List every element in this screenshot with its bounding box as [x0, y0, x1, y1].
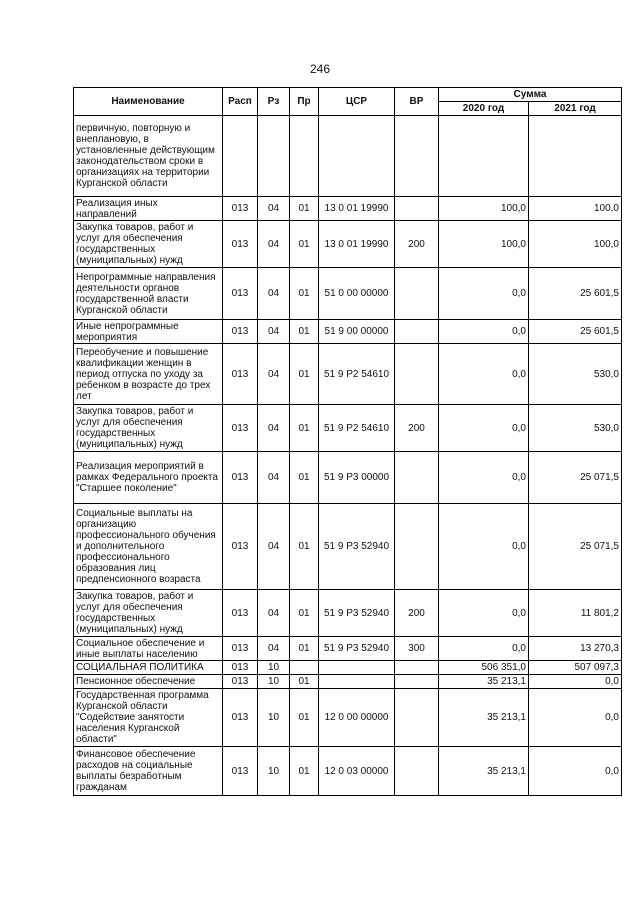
cell-rz: 04: [258, 504, 290, 590]
cell-y2021: 0,0: [529, 675, 622, 689]
cell-y2020: 0,0: [439, 504, 529, 590]
table-row: [74, 197, 622, 221]
table-row: [74, 405, 622, 452]
cell-pr: 01: [290, 221, 319, 268]
cell-rz: 10: [258, 675, 290, 689]
table-row: [74, 452, 622, 504]
cell-rasp: 013: [223, 504, 258, 590]
cell-y2020: 35 213,1: [439, 689, 529, 747]
cell-pr: 01: [290, 344, 319, 405]
cell-name: Закупка товаров, работ и услуг для обеспечения государственных (муниципальных) нужд: [74, 221, 223, 268]
cell-vr: 200: [395, 590, 439, 637]
cell-name: Государственная программа Курганской области "Содействие занятости населения Курганской области": [74, 689, 223, 747]
cell-pr: 01: [290, 405, 319, 452]
cell-rz: 04: [258, 637, 290, 661]
cell-csr: 12 0 00 00000: [319, 689, 395, 747]
cell-csr: 51 9 00 00000: [319, 320, 395, 344]
cell-y2021: 0,0: [529, 689, 622, 747]
cell-rz: 04: [258, 268, 290, 320]
cell-vr: [395, 344, 439, 405]
cell-rasp: 013: [223, 637, 258, 661]
cell-rasp: 013: [223, 405, 258, 452]
table-row: [74, 661, 622, 675]
cell-rasp: 013: [223, 452, 258, 504]
cell-pr: 01: [290, 675, 319, 689]
table-row: [74, 116, 622, 197]
cell-vr: [395, 747, 439, 796]
table-row: [74, 689, 622, 747]
cell-rasp: 013: [223, 197, 258, 221]
cell-rasp: 013: [223, 590, 258, 637]
cell-pr: 01: [290, 689, 319, 747]
cell-csr: 13 0 01 19990: [319, 221, 395, 268]
cell-y2021: 0,0: [529, 747, 622, 796]
header-2020: 2020 год: [439, 102, 529, 116]
cell-y2020: 100,0: [439, 197, 529, 221]
cell-pr: 01: [290, 197, 319, 221]
cell-rasp: 013: [223, 221, 258, 268]
cell-name: Закупка товаров, работ и услуг для обеспечения государственных (муниципальных) нужд: [74, 405, 223, 452]
header-vr: ВР: [395, 88, 439, 116]
cell-pr: 01: [290, 590, 319, 637]
cell-y2021: 25 601,5: [529, 268, 622, 320]
cell-vr: [395, 504, 439, 590]
cell-csr: 51 0 00 00000: [319, 268, 395, 320]
cell-y2021: 100,0: [529, 197, 622, 221]
table-row: [74, 320, 622, 344]
cell-rasp: 013: [223, 675, 258, 689]
cell-rasp: [223, 116, 258, 197]
cell-rz: 04: [258, 344, 290, 405]
table-row: [74, 590, 622, 637]
cell-y2021: 11 801,2: [529, 590, 622, 637]
cell-name: Социальные выплаты на организацию профессионального обучения и дополнительного профессионального образования лиц предпенсионного возраста: [74, 504, 223, 590]
cell-y2021: 530,0: [529, 344, 622, 405]
cell-name: СОЦИАЛЬНАЯ ПОЛИТИКА: [74, 661, 223, 675]
cell-pr: 01: [290, 452, 319, 504]
cell-y2021: 100,0: [529, 221, 622, 268]
cell-y2020: 0,0: [439, 320, 529, 344]
cell-rz: 10: [258, 747, 290, 796]
cell-y2021: [529, 116, 622, 197]
cell-pr: 01: [290, 747, 319, 796]
cell-y2021: 25 071,5: [529, 452, 622, 504]
cell-y2020: 0,0: [439, 268, 529, 320]
cell-rz: 04: [258, 320, 290, 344]
cell-name: Переобучение и повышение квалификации женщин в период отпуска по уходу за ребенком в возрасте до трех лет: [74, 344, 223, 405]
header-sum: Сумма: [439, 88, 622, 102]
cell-y2021: 507 097,3: [529, 661, 622, 675]
cell-y2020: 506 351,0: [439, 661, 529, 675]
cell-name: Пенсионное обеспечение: [74, 675, 223, 689]
header-csr: ЦСР: [319, 88, 395, 116]
cell-csr: [319, 116, 395, 197]
cell-rasp: 013: [223, 747, 258, 796]
cell-y2020: 0,0: [439, 452, 529, 504]
header-name: Наименование: [74, 88, 223, 116]
cell-vr: [395, 320, 439, 344]
cell-vr: 200: [395, 405, 439, 452]
cell-rasp: 013: [223, 320, 258, 344]
cell-rz: 10: [258, 689, 290, 747]
cell-rz: [258, 116, 290, 197]
cell-vr: [395, 689, 439, 747]
cell-y2021: 25 601,5: [529, 320, 622, 344]
cell-rasp: 013: [223, 268, 258, 320]
cell-rz: 04: [258, 197, 290, 221]
cell-vr: [395, 661, 439, 675]
cell-vr: 200: [395, 221, 439, 268]
cell-y2020: 0,0: [439, 637, 529, 661]
cell-rz: 10: [258, 661, 290, 675]
cell-pr: [290, 116, 319, 197]
cell-rz: 04: [258, 590, 290, 637]
cell-y2020: 0,0: [439, 590, 529, 637]
cell-rasp: 013: [223, 689, 258, 747]
cell-name: первичную, повторную и внеплановую, в установленные действующим законодательством сроки в организациях на территории Курганской области: [74, 116, 223, 197]
header-rasp: Расп: [223, 88, 258, 116]
cell-y2020: 100,0: [439, 221, 529, 268]
cell-csr: 51 9 P2 54610: [319, 344, 395, 405]
cell-pr: 01: [290, 320, 319, 344]
cell-rz: 04: [258, 405, 290, 452]
cell-rasp: 013: [223, 344, 258, 405]
cell-y2020: 0,0: [439, 405, 529, 452]
cell-name: Реализация иных направлений: [74, 197, 223, 221]
cell-name: Иные непрограммные мероприятия: [74, 320, 223, 344]
cell-pr: [290, 661, 319, 675]
table-row: [74, 637, 622, 661]
table-row: [74, 504, 622, 590]
cell-rz: 04: [258, 452, 290, 504]
table-row: [74, 675, 622, 689]
cell-y2021: 13 270,3: [529, 637, 622, 661]
header-2021: 2021 год: [529, 102, 622, 116]
cell-csr: 51 9 P3 52940: [319, 590, 395, 637]
cell-y2021: 530,0: [529, 405, 622, 452]
cell-vr: [395, 675, 439, 689]
table-row: [74, 268, 622, 320]
page-number: 246: [309, 62, 331, 76]
cell-y2020: 0,0: [439, 344, 529, 405]
cell-pr: 01: [290, 268, 319, 320]
cell-name: Социальное обеспечение и иные выплаты населению: [74, 637, 223, 661]
cell-rz: 04: [258, 221, 290, 268]
cell-y2021: 25 071,5: [529, 504, 622, 590]
cell-csr: 51 9 P3 52940: [319, 504, 395, 590]
header-rz: Рз: [258, 88, 290, 116]
cell-csr: 13 0 01 19990: [319, 197, 395, 221]
cell-vr: [395, 197, 439, 221]
budget-table: [73, 87, 622, 796]
cell-vr: 300: [395, 637, 439, 661]
cell-name: Непрограммные направления деятельности органов государственной власти Курганской области: [74, 268, 223, 320]
cell-name: Финансовое обеспечение расходов на социальные выплаты безработным гражданам: [74, 747, 223, 796]
table-row: [74, 747, 622, 796]
table-row: [74, 344, 622, 405]
cell-name: Закупка товаров, работ и услуг для обеспечения государственных (муниципальных) нужд: [74, 590, 223, 637]
cell-csr: 51 9 P3 52940: [319, 637, 395, 661]
cell-name: Реализация мероприятий в рамках Федерального проекта "Старшее поколение": [74, 452, 223, 504]
table-row: [74, 221, 622, 268]
cell-y2020: 35 213,1: [439, 747, 529, 796]
cell-rasp: 013: [223, 661, 258, 675]
cell-pr: 01: [290, 637, 319, 661]
cell-vr: [395, 268, 439, 320]
cell-vr: [395, 116, 439, 197]
cell-csr: [319, 661, 395, 675]
header-pr: Пр: [290, 88, 319, 116]
cell-csr: 51 9 P3 00000: [319, 452, 395, 504]
cell-csr: 51 9 P2 54610: [319, 405, 395, 452]
cell-pr: 01: [290, 504, 319, 590]
cell-vr: [395, 452, 439, 504]
cell-y2020: [439, 116, 529, 197]
cell-y2020: 35 213,1: [439, 675, 529, 689]
cell-csr: [319, 675, 395, 689]
cell-csr: 12 0 03 00000: [319, 747, 395, 796]
